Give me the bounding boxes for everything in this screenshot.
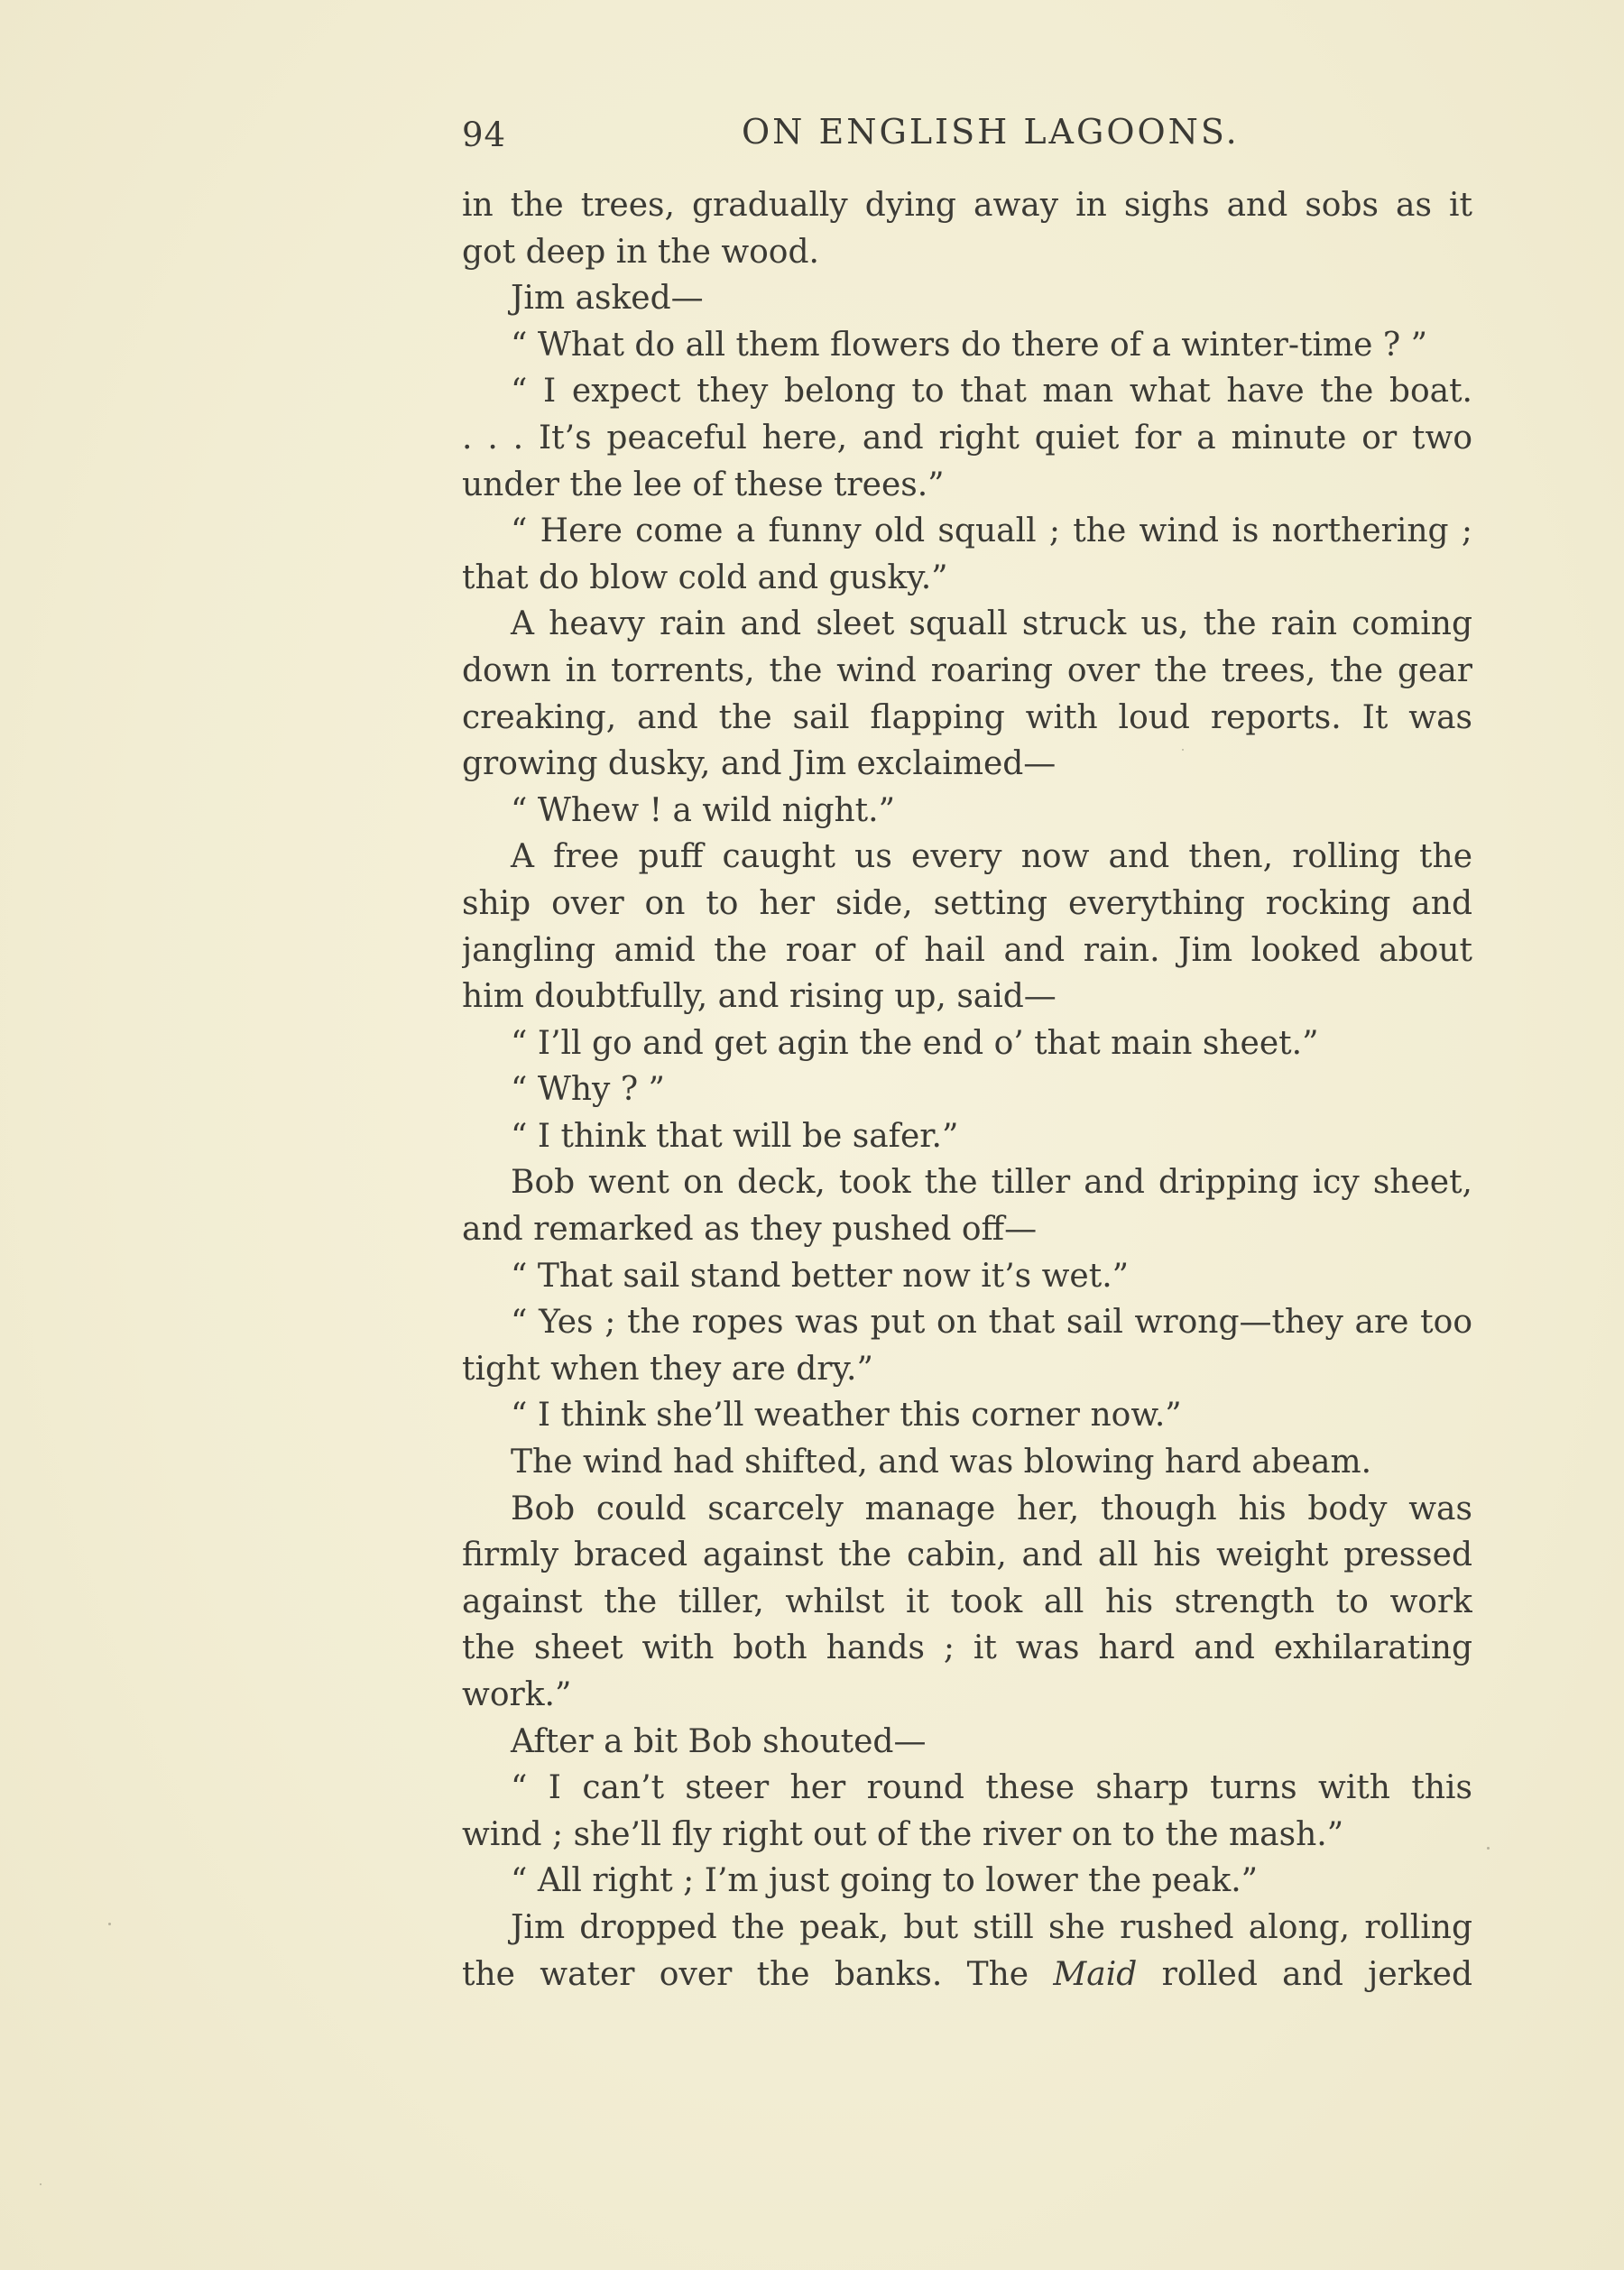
text-line: in the trees, gradually dying away in sighs and sobs as it xyxy=(462,187,1472,224)
text-line: . . . It’s peaceful here, and right quiet for a minute or two xyxy=(462,419,1472,457)
text-line: “ I think she’ll weather this corner now.” xyxy=(511,1397,1182,1435)
text-line: creaking, and the sail flapping with loud reports. It was xyxy=(462,698,1472,736)
text-line: “ Yes ; the ropes was put on that sail wrong—they are too xyxy=(511,1304,1472,1342)
text-line: Jim dropped the peak, but still she rushed along, rolling xyxy=(511,1908,1472,1946)
text-line: down in torrents, the wind roaring over the trees, the gear xyxy=(462,651,1472,689)
text-line: work.” xyxy=(462,1676,572,1713)
text-segment: rolled and jerked xyxy=(1137,1955,1472,1993)
text-segment: the water over the banks. The xyxy=(462,1955,1054,1993)
text-line: growing dusky, and Jim exclaimed— xyxy=(462,745,1057,783)
text-line: under the lee of these trees.” xyxy=(462,466,945,503)
text-line: “ That sail stand better now it’s wet.” xyxy=(511,1257,1130,1295)
paper-speck xyxy=(1487,1847,1490,1850)
body-text xyxy=(462,182,1472,1998)
text-line: Bob could scarcely manage her, though his body was xyxy=(511,1490,1472,1527)
text-line: “ I can’t steer her round these sharp turns with this xyxy=(511,1769,1472,1807)
text-line: ship over on to her side, setting everything rocking and xyxy=(462,884,1472,922)
text-line: The wind had shifted, and was blowing hard abeam. xyxy=(511,1444,1372,1481)
text-line: After a bit Bob shouted— xyxy=(511,1722,927,1760)
text-line: firmly braced against the cabin, and all his weight pressed xyxy=(462,1536,1472,1574)
text-line: tight when they are dry.” xyxy=(462,1350,873,1388)
text-line: A free puff caught us every now and then, rolling the xyxy=(511,838,1472,876)
text-line: Bob went on deck, took the tiller and dripping icy sheet, xyxy=(511,1164,1472,1202)
text-line: wind ; she’ll fly right out of the river on to the mash.” xyxy=(462,1815,1344,1853)
text-line: him doubtfully, and rising up, said— xyxy=(462,978,1057,1016)
text-line: “ I expect they belong to that man what have the boat. xyxy=(511,373,1472,411)
page-header xyxy=(462,106,1472,161)
text-line: jangling amid the roar of hail and rain. Jim looked about xyxy=(462,931,1472,969)
paper-speck xyxy=(40,2183,42,2185)
paper-speck xyxy=(1182,749,1184,751)
text-line: against the tiller, whilst it took all his strength to work xyxy=(462,1583,1472,1620)
text-line: “ All right ; I’m just going to lower the peak.” xyxy=(511,1862,1259,1900)
text-line: and remarked as they pushed off— xyxy=(462,1211,1038,1249)
text-line: the sheet with both hands ; it was hard and exhilarating xyxy=(462,1629,1472,1667)
text-line: got deep in the wood. xyxy=(462,233,819,271)
ship-name-italic: Maid xyxy=(1053,1955,1138,1993)
text-line: “ Why ? ” xyxy=(511,1071,665,1109)
paper-speck xyxy=(108,1923,111,1925)
text-line: “ Here come a funny old squall ; the wind is northering ; xyxy=(511,512,1472,550)
text-line: “ I’ll go and get agin the end o’ that main sheet.” xyxy=(511,1024,1319,1062)
running-title: ON ENGLISH LAGOONS. xyxy=(742,112,1240,152)
text-line-last xyxy=(462,1952,1472,1998)
text-line: “ What do all them flowers do there of a winter-time ? ” xyxy=(511,326,1428,364)
page-number: 94 xyxy=(462,115,507,154)
text-line: “ Whew ! a wild night.” xyxy=(511,791,895,829)
text-line: A heavy rain and sleet squall struck us, the rain coming xyxy=(511,605,1472,643)
text-line: Jim asked— xyxy=(511,280,704,318)
text-line: “ I think that will be safer.” xyxy=(511,1117,959,1155)
text-line: that do blow cold and gusky.” xyxy=(462,558,948,596)
